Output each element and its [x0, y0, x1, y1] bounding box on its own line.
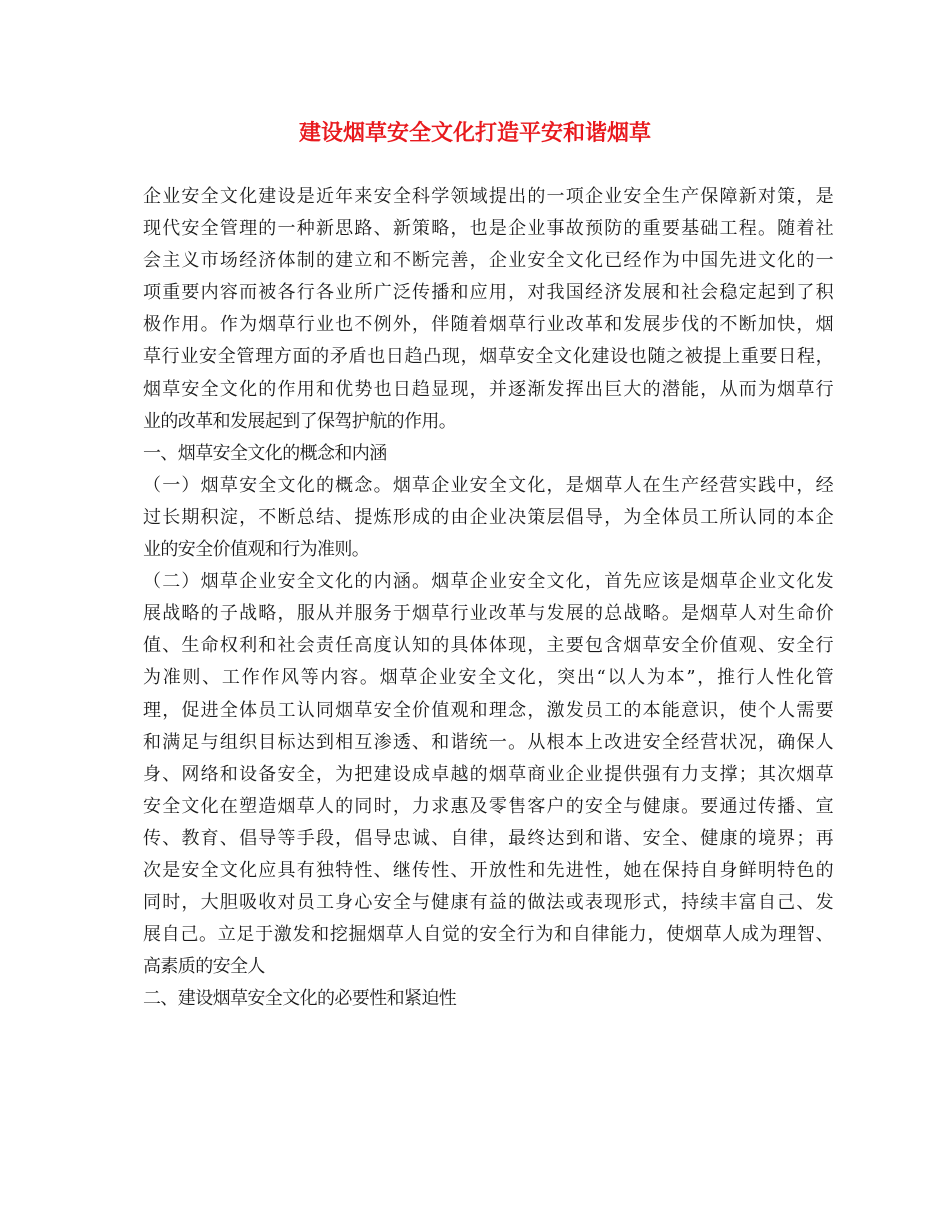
text-line: 项重要内容而被各行各业所广泛传播和应用，对我国经济发展和社会稳定起到了积 [143, 282, 833, 304]
text-line: 业的安全价值观和行为准则。 [143, 539, 370, 561]
text-line: （二）烟草企业安全文化的内涵。烟草企业安全文化，首先应该是烟草企业文化发 [143, 571, 833, 593]
text-line: 理，促进全体员工认同烟草安全价值观和理念，激发员工的本能意识，使个人需要 [143, 699, 833, 721]
document-title: 建设烟草安全文化打造平安和谐烟草 [298, 120, 651, 146]
text-line: 烟草安全文化的作用和优势也日趋显现，并逐渐发挥出巨大的潜能，从而为烟草行 [143, 378, 833, 400]
text-line: 极作用。作为烟草行业也不例外，伴随着烟草行业改革和发展步伐的不断加快，烟 [143, 314, 833, 336]
text-line: 安全文化在塑造烟草人的同时，力求惠及零售客户的安全与健康。要通过传播、宣 [143, 795, 833, 817]
text-line: 企业安全文化建设是近年来安全科学领域提出的一项企业安全生产保障新对策，是 [143, 186, 833, 207]
text-line: 展自己。立足于激发和挖掘烟草人自觉的安全行为和自律能力，使烟草人成为理智、 [143, 924, 833, 946]
text-line: 业的改革和发展起到了保驾护航的作用。 [143, 410, 457, 432]
text-line: 会主义市场经济体制的建立和不断完善，企业安全文化已经作为中国先进文化的一 [143, 250, 833, 272]
text-line: 现代安全管理的一种新思路、新策略，也是企业事故预防的重要基础工程。随着社 [143, 218, 833, 240]
text-line: 过长期积淀，不断总结、提炼形成的由企业决策层倡导，为全体员工所认同的本企 [143, 506, 833, 528]
text-line: 和满足与组织目标达到相互渗透、和谐统一。从根本上改进安全经营状况，确保人 [143, 731, 833, 753]
text-line: 值、生命权利和社会责任高度认知的具体体现，主要包含烟草安全价值观、安全行 [143, 635, 833, 657]
text-line: 同时，大胆吸收对员工身心安全与健康有益的做法或表现形式，持续丰富自己、发 [143, 892, 833, 914]
text-line: 高素质的安全人 [143, 956, 265, 978]
document-body [143, 181, 833, 1015]
text-line: 次是安全文化应具有独特性、继传性、开放性和先进性，她在保持自身鲜明特色的 [143, 859, 833, 881]
text-line: 一、烟草安全文化的概念和内涵 [143, 442, 387, 464]
text-line: 传、教育、倡导等手段，倡导忠诚、自律，最终达到和谐、安全、健康的境界；再 [143, 827, 833, 849]
text-line: （一）烟草安全文化的概念。烟草企业安全文化，是烟草人在生产经营实践中，经 [143, 474, 833, 496]
text-line: 为准则、工作作风等内容。烟草企业安全文化，突出“以人为本”，推行人性化管 [143, 667, 833, 689]
text-line: 二、建设烟草安全文化的必要性和紧迫性 [143, 988, 457, 1010]
text-line: 身、网络和设备安全，为把建设成卓越的烟草商业企业提供强有力支撑；其次烟草 [143, 763, 833, 785]
text-line: 草行业安全管理方面的矛盾也日趋凸现，烟草安全文化建设也随之被提上重要日程， [143, 346, 833, 368]
text-line: 展战略的子战略，服从并服务于烟草行业改革与发展的总战略。是烟草人对生命价 [143, 603, 833, 625]
